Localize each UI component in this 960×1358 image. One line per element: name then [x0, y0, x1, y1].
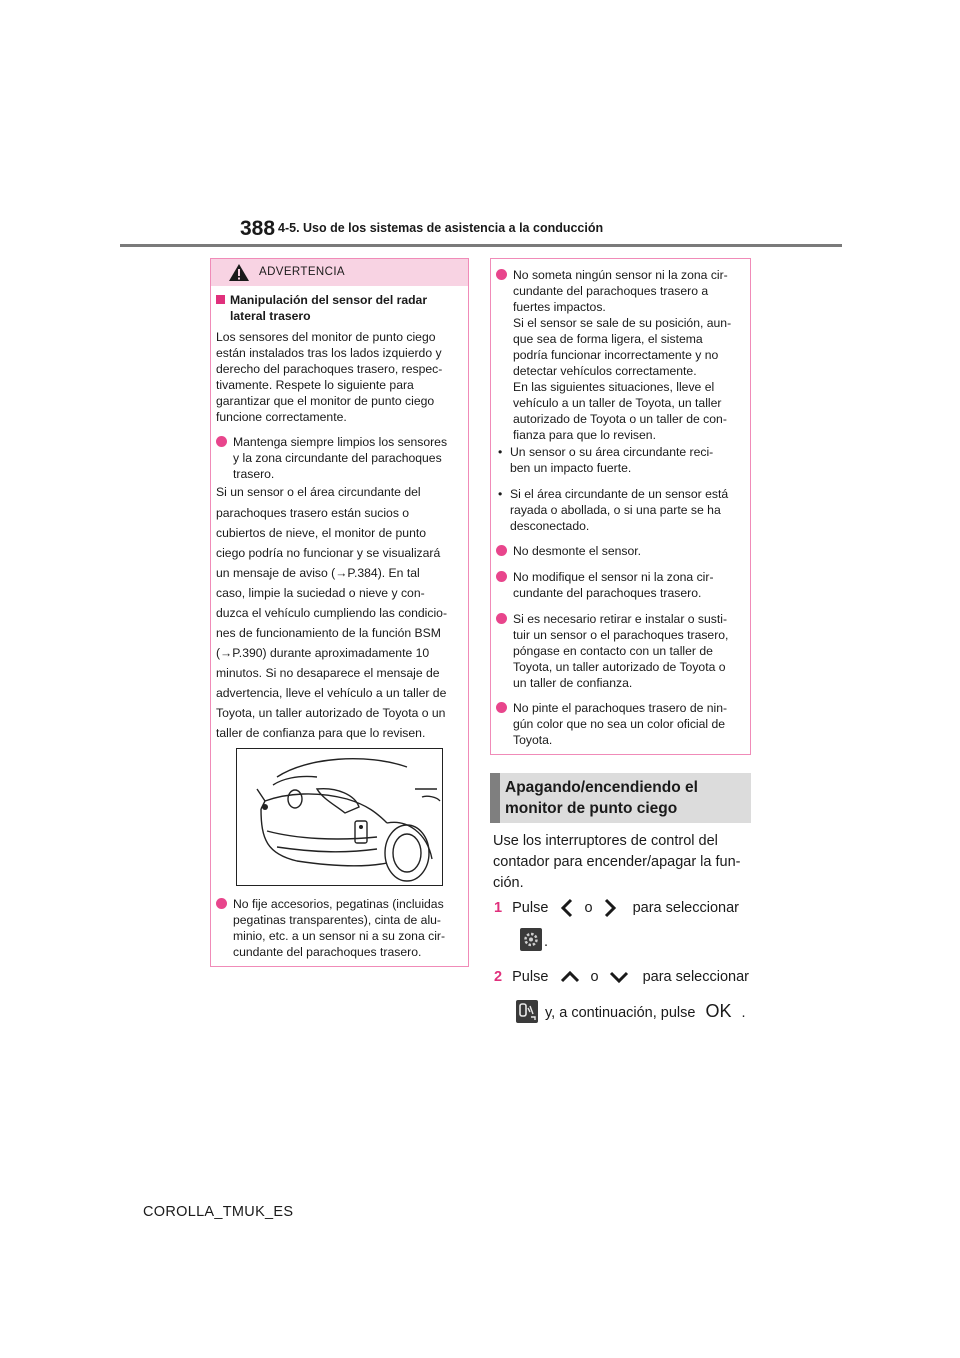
right-bullet-replace: Si es necesario retirar e instalar o susti- tuir un sensor o el parachoques trasero, póngase en contacto con un taller de Toyota, un taller autorizado de Toyota o un taller de confianza.: [496, 611, 728, 691]
round-bullet-icon: [216, 436, 227, 447]
warning-subheading: Manipulación del sensor del radar lateral trasero: [216, 292, 427, 324]
right-bullet-modify: No modifique el sensor ni la zona cir- cundante del parachoques trasero.: [496, 569, 714, 601]
warning-triangle-icon: [228, 263, 250, 282]
section-title: 4-5. Uso de los sistemas de asistencia a la conducción: [278, 221, 604, 235]
section-heading: [490, 773, 751, 823]
footer-model-code: COROLLA_TMUK_ES: [143, 1204, 294, 1220]
right-dash-impact: • Un sensor o su área circundante reci- ben un impacto fuerte.: [498, 445, 714, 475]
ok-button-label: OK: [705, 1001, 732, 1021]
step-number: 1: [494, 900, 503, 916]
step-2-continued: y, a continuación, pulse OK .: [545, 1001, 746, 1021]
warning-bullet-accessories: No fije accesorios, pegatinas (incluidas pegatinas transparentes), cinta de alu- minio, etc. a un sensor ni a su zona cir- cundante del parachoques trasero.: [216, 896, 445, 960]
chevron-down-icon: [609, 970, 629, 984]
round-bullet-icon: [496, 613, 507, 624]
right-bullet-disassemble: No desmonte el sensor.: [496, 543, 641, 559]
chevron-left-icon: [560, 898, 574, 918]
round-bullet-icon: [216, 898, 227, 909]
car-rear-drawing: [237, 749, 442, 885]
rear-bumper-illustration: [236, 748, 443, 886]
chevron-up-icon: [560, 970, 580, 984]
chevron-right-icon: [603, 898, 617, 918]
header-divider: [120, 244, 842, 247]
warning-intro: Los sensores del monitor de punto ciego están instalados tras los lados izquierdo y derecho del parachoques trasero, respec- tivamente. Respete lo siguiente para garantizar que el monitor de punto ciego funcione correctamente.: [216, 330, 443, 424]
round-bullet-icon: [496, 269, 507, 280]
square-bullet-icon: [216, 295, 225, 304]
right-bullet-paint: No pinte el parachoques trasero de nin- gún color que no sea un color oficial de Toyota.: [496, 700, 727, 748]
settings-gear-icon: [520, 928, 542, 951]
warning-header: [211, 259, 468, 286]
step-number: 2: [494, 969, 503, 985]
round-bullet-icon: [496, 545, 507, 556]
round-bullet-icon: [496, 702, 507, 713]
step-1: 1 Pulse o para seleccionar: [494, 898, 739, 919]
warning-title: ADVERTENCIA: [259, 266, 345, 278]
step-1-end: .: [544, 934, 549, 950]
warning-box: ADVERTENCIA Manipulación del sensor del radar lateral trasero Los sensores del monitor de punto ciego están instalados tras los lados izquierdo y derecho del parachoques trasero, respec- tivamente. Respete lo siguiente para garantizar que el monitor de punto ciego funcione correctamente. Mantenga siempre limpios los sensores y la zona circundante del parachoques trasero. Si un sensor o el área circundante del parachoques trasero están sucios o cubiertos de nieve, el monitor de punto ciego podría no funcionar y se visualizará un mensaje de aviso (→P.384). En tal caso, limpie la suciedad o nieve y con- duzca el vehículo cumpliendo las condicio- nes de funcionamiento de la función BSM (→P.390) durante aproximadamente 10 minutos. Si no desaparece el mensaje de advertencia, lleve el vehículo a un taller de Toyota, un taller autorizado de Toyota o un taller de confianza para que lo revisen. No fije accesorios, pegatinas (incluidas pegatinas transparentes), cinta de alu- minio, etc. a un sensor ni a su zona cir- cundante del parachoques trasero.: [210, 258, 469, 967]
right-bullet-impacts: No someta ningún sensor ni la zona cir- cundante del parachoques trasero a fuertes impactos. Si el sensor se sale de su posición, aun- que sea de forma ligera, el sistema podría funcionar incorrectamente y no detectar vehículos correctamente. En las siguientes situaciones, lleve el vehículo a un taller de Toyota, un taller autorizado de Toyota o un taller de con- fianza para que lo revisen.: [496, 267, 731, 443]
heading-text: Apagando/encendiendo el monitor de punto ciego: [505, 779, 698, 817]
warning-box-continued: [490, 258, 751, 755]
step-2: 2 Pulse o para seleccionar: [494, 969, 749, 985]
right-dash-damage: • Si el área circundante de un sensor está rayada o abollada, o si una parte se ha desconectado.: [498, 487, 729, 533]
intro-paragraph: Use los interruptores de control del contador para encender/apagar la fun- ción.: [493, 833, 741, 891]
heading-accent-bar: [490, 773, 500, 823]
bsm-icon: [516, 1000, 538, 1023]
round-bullet-icon: [496, 571, 507, 582]
warning-bullet-clean: Mantenga siempre limpios los sensores y la zona circundante del parachoques trasero.: [216, 434, 447, 482]
page-number: 388: [240, 217, 276, 240]
